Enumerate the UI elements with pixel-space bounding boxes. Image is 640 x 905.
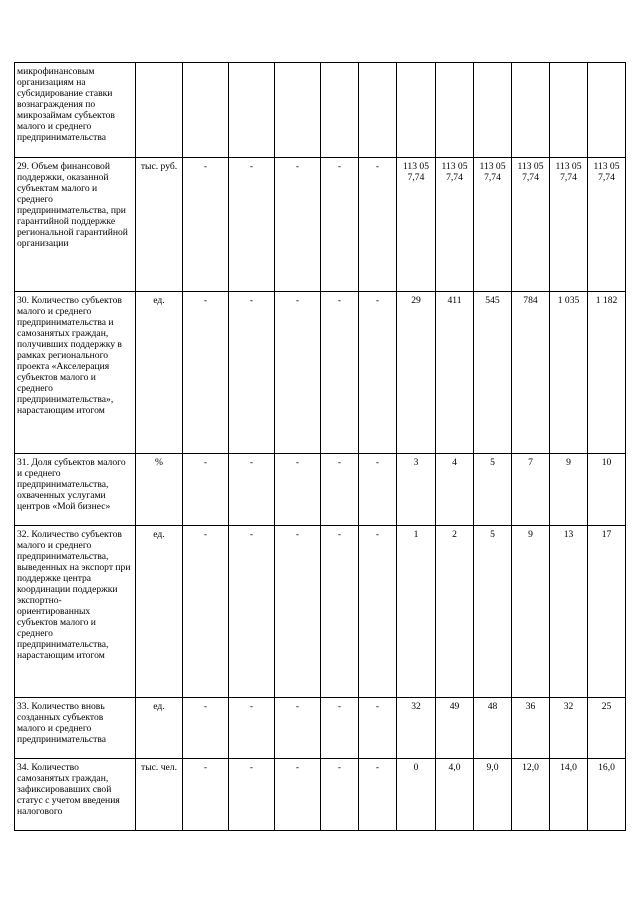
value-cell: 0	[397, 759, 436, 831]
value-cell: 1 182	[588, 292, 626, 454]
value-cell: -	[275, 526, 321, 698]
value-cell: 113 05 7,74	[550, 158, 588, 292]
value-cell	[474, 63, 512, 158]
value-cell	[321, 63, 359, 158]
value-cell: 4	[436, 454, 474, 526]
value-cell: 29	[397, 292, 436, 454]
unit-cell: тыс. чел.	[136, 759, 183, 831]
value-cell: -	[275, 759, 321, 831]
value-cell: -	[229, 526, 275, 698]
value-cell: 5	[474, 526, 512, 698]
value-cell	[550, 63, 588, 158]
indicators-table	[14, 62, 626, 831]
value-cell: -	[359, 292, 397, 454]
value-cell: 1 035	[550, 292, 588, 454]
indicator-name: 34. Количество самозанятых граждан, зафиксировавших свой статус с учетом введения налогового	[15, 759, 136, 831]
unit-cell: ед.	[136, 698, 183, 759]
value-cell: -	[275, 292, 321, 454]
value-cell	[183, 63, 229, 158]
value-cell: 9	[512, 526, 550, 698]
value-cell: -	[183, 158, 229, 292]
value-cell: -	[321, 158, 359, 292]
value-cell	[397, 63, 436, 158]
value-cell: -	[183, 454, 229, 526]
value-cell: -	[229, 759, 275, 831]
value-cell: -	[321, 526, 359, 698]
indicator-name: 30. Количество субъектов малого и среднего предпринимательства и самозанятых граждан, получивших поддержку в рамках регионального проекта «Акселерация субъектов малого и среднего предпринимательства», нарастающим итогом	[15, 292, 136, 454]
value-cell: 5	[474, 454, 512, 526]
value-cell: -	[183, 292, 229, 454]
value-cell: 113 05 7,74	[474, 158, 512, 292]
value-cell: -	[229, 158, 275, 292]
indicator-name: 29. Объем финансовой поддержки, оказанной субъектам малого и среднего предпринимательства, при гарантийной поддержке региональной гарантийной организации	[15, 158, 136, 292]
value-cell: 545	[474, 292, 512, 454]
value-cell: 25	[588, 698, 626, 759]
value-cell: 113 05 7,74	[436, 158, 474, 292]
value-cell: -	[321, 454, 359, 526]
value-cell: 4,0	[436, 759, 474, 831]
value-cell: -	[359, 158, 397, 292]
indicator-name: 32. Количество субъектов малого и среднего предпринимательства, выведенных на экспорт при поддержке центра координации поддержки экспортно-ориентированных субъектов малого и среднего предпринимательства, нарастающим итогом	[15, 526, 136, 698]
table-row	[15, 63, 626, 158]
value-cell: 113 05 7,74	[512, 158, 550, 292]
table-row	[15, 759, 626, 831]
value-cell	[588, 63, 626, 158]
value-cell: -	[183, 526, 229, 698]
value-cell: -	[359, 759, 397, 831]
value-cell: -	[359, 526, 397, 698]
value-cell: -	[321, 759, 359, 831]
value-cell: 411	[436, 292, 474, 454]
value-cell: 784	[512, 292, 550, 454]
table-row	[15, 158, 626, 292]
value-cell	[229, 63, 275, 158]
table-row	[15, 292, 626, 454]
value-cell: 32	[397, 698, 436, 759]
value-cell: 113 05 7,74	[588, 158, 626, 292]
unit-cell: тыс. руб.	[136, 158, 183, 292]
value-cell: 9,0	[474, 759, 512, 831]
value-cell: 9	[550, 454, 588, 526]
value-cell	[512, 63, 550, 158]
value-cell: 12,0	[512, 759, 550, 831]
value-cell: 32	[550, 698, 588, 759]
value-cell	[436, 63, 474, 158]
value-cell: 16,0	[588, 759, 626, 831]
value-cell: 10	[588, 454, 626, 526]
value-cell: -	[183, 698, 229, 759]
value-cell: 49	[436, 698, 474, 759]
value-cell: -	[229, 454, 275, 526]
value-cell: 48	[474, 698, 512, 759]
indicator-name: 33. Количество вновь созданных субъектов малого и среднего предпринимательства	[15, 698, 136, 759]
value-cell: -	[183, 759, 229, 831]
value-cell: -	[275, 454, 321, 526]
value-cell	[359, 63, 397, 158]
indicator-name: 31. Доля субъектов малого и среднего предпринимательства, охваченных услугами центров «Мой бизнес»	[15, 454, 136, 526]
indicator-name: микрофинансовым организациям на субсидирование ставки вознаграждения по микрозаймам субъектов малого и среднего предпринимательства	[15, 63, 136, 158]
value-cell: 13	[550, 526, 588, 698]
value-cell: -	[321, 292, 359, 454]
value-cell: 17	[588, 526, 626, 698]
table-row	[15, 526, 626, 698]
value-cell: 36	[512, 698, 550, 759]
value-cell: -	[229, 698, 275, 759]
value-cell: 14,0	[550, 759, 588, 831]
value-cell: 7	[512, 454, 550, 526]
unit-cell	[136, 63, 183, 158]
unit-cell: ед.	[136, 292, 183, 454]
value-cell: -	[275, 698, 321, 759]
value-cell: -	[359, 454, 397, 526]
table-row	[15, 698, 626, 759]
value-cell: 2	[436, 526, 474, 698]
unit-cell: ед.	[136, 526, 183, 698]
value-cell: -	[359, 698, 397, 759]
value-cell	[275, 63, 321, 158]
value-cell: -	[229, 292, 275, 454]
unit-cell: %	[136, 454, 183, 526]
value-cell: 113 05 7,74	[397, 158, 436, 292]
value-cell: 1	[397, 526, 436, 698]
value-cell: -	[275, 158, 321, 292]
table-row	[15, 454, 626, 526]
value-cell: 3	[397, 454, 436, 526]
value-cell: -	[321, 698, 359, 759]
